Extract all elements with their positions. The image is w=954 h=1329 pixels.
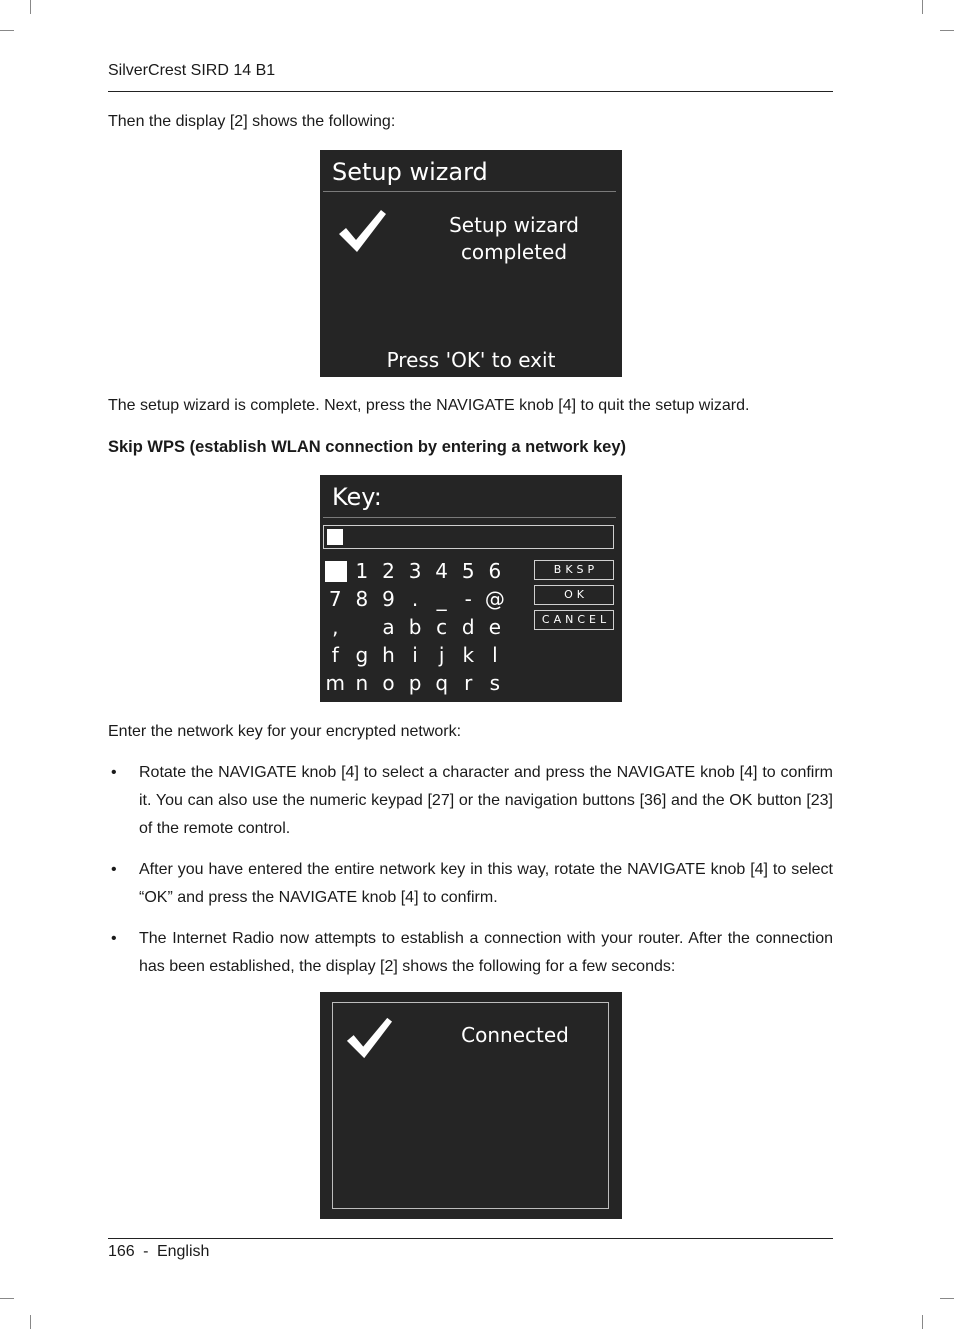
crop-mark <box>30 0 31 14</box>
bullet-icon: • <box>111 930 117 947</box>
page-footer <box>108 1243 209 1261</box>
input-cursor <box>327 529 343 545</box>
crop-mark <box>922 1315 923 1329</box>
key-cell: f <box>331 643 339 667</box>
key-cell: 2 <box>382 559 395 583</box>
key-cell: 6 <box>488 559 502 583</box>
key-cell: g <box>355 643 369 667</box>
key-cell: @ <box>484 587 505 611</box>
list-item-text: After you have entered the entire network key in this way, rotate the NAVIGATE knob [4] to select “OK” and press the NAVIGATE knob [4] to confirm. <box>139 861 833 906</box>
header-rule <box>108 91 833 92</box>
key-cell: l <box>492 643 498 667</box>
crop-mark <box>940 1298 954 1299</box>
key-cell: h <box>382 643 395 667</box>
bullet-icon: • <box>111 861 117 878</box>
key-cell: 8 <box>355 587 369 611</box>
key-cell: j <box>438 643 445 667</box>
key-cell: . <box>411 587 419 611</box>
footer-language: English <box>156 1243 210 1260</box>
screen-title: Key: <box>332 483 382 511</box>
key-cell: n <box>355 671 369 695</box>
key-cell: 5 <box>461 559 475 583</box>
crop-mark <box>0 30 14 31</box>
key-cell-selected <box>325 561 347 582</box>
wizard-complete-text: The setup wizard is complete. Next, press the NAVIGATE knob [4] to quit the setup wizard. <box>108 397 750 414</box>
footer-rule <box>108 1238 833 1239</box>
key-cell: - <box>464 587 472 611</box>
screen-message <box>438 212 590 266</box>
ok-button: OK <box>534 585 614 605</box>
key-cell: q <box>435 671 449 695</box>
checkmark-icon <box>336 206 388 256</box>
message-line-2: completed <box>460 240 568 264</box>
key-cell: a <box>382 615 395 639</box>
key-cell-space <box>349 613 376 641</box>
checkmark-icon <box>344 1014 394 1062</box>
list-item <box>108 759 833 843</box>
key-cell: r <box>464 671 473 695</box>
screen-separator <box>323 517 616 518</box>
bullet-icon: • <box>111 764 117 781</box>
screen-message: Connected <box>461 1023 569 1047</box>
key-cell: p <box>408 671 422 695</box>
character-grid <box>322 557 508 697</box>
crop-mark <box>922 0 923 14</box>
intro-text: Then the display [2] shows the following: <box>108 113 396 130</box>
key-cell: i <box>412 643 418 667</box>
key-cell: d <box>461 615 475 639</box>
key-cell: c <box>436 615 448 639</box>
bksp-button: BKSP <box>534 560 614 580</box>
display-connected <box>320 992 622 1219</box>
key-cell: 3 <box>408 559 422 583</box>
key-cell: m <box>325 671 346 695</box>
enter-key-text: Enter the network key for your encrypted network: <box>108 723 462 740</box>
key-cell: , <box>332 615 339 639</box>
list-item <box>108 856 833 912</box>
list-item-text: Rotate the NAVIGATE knob [4] to select a character and press the NAVIGATE knob [4] to confirm it. You can also use the numeric keypad [27] or the navigation buttons [36] and the OK button [23] of the remote control. <box>139 764 833 837</box>
crop-mark <box>0 1298 14 1299</box>
key-cell: e <box>488 615 502 639</box>
key-input-field <box>323 525 614 549</box>
key-cell: k <box>462 643 475 667</box>
list-item-text: The Internet Radio now attempts to establish a connection with your router. After the connection has been established, the display [2] shows the following for a few seconds: <box>139 930 833 975</box>
running-header: SilverCrest SIRD 14 B1 <box>108 62 276 79</box>
key-cell: 1 <box>355 559 369 583</box>
instruction-list <box>108 759 833 994</box>
screen-exit-prompt: Press 'OK' to exit <box>386 348 556 372</box>
key-cell: o <box>382 671 395 695</box>
key-cell: b <box>408 615 422 639</box>
key-cell: 9 <box>382 587 395 611</box>
display-setup-wizard <box>320 150 622 377</box>
screen-title: Setup wizard <box>332 158 488 186</box>
key-cell: 4 <box>435 559 449 583</box>
section-heading: Skip WPS (establish WLAN connection by entering a network key) <box>108 438 627 456</box>
key-cell: _ <box>436 587 447 611</box>
key-cell: 7 <box>328 587 342 611</box>
page-number: 166 <box>108 1243 135 1260</box>
key-cell: s <box>489 671 501 695</box>
footer-separator: - <box>143 1243 149 1260</box>
display-key-entry <box>320 475 622 702</box>
crop-mark <box>940 30 954 31</box>
cancel-button: CANCEL <box>534 610 614 630</box>
screen-separator <box>323 191 616 192</box>
list-item <box>108 925 833 981</box>
message-line-1: Setup wizard <box>449 213 579 237</box>
crop-mark <box>30 1315 31 1329</box>
